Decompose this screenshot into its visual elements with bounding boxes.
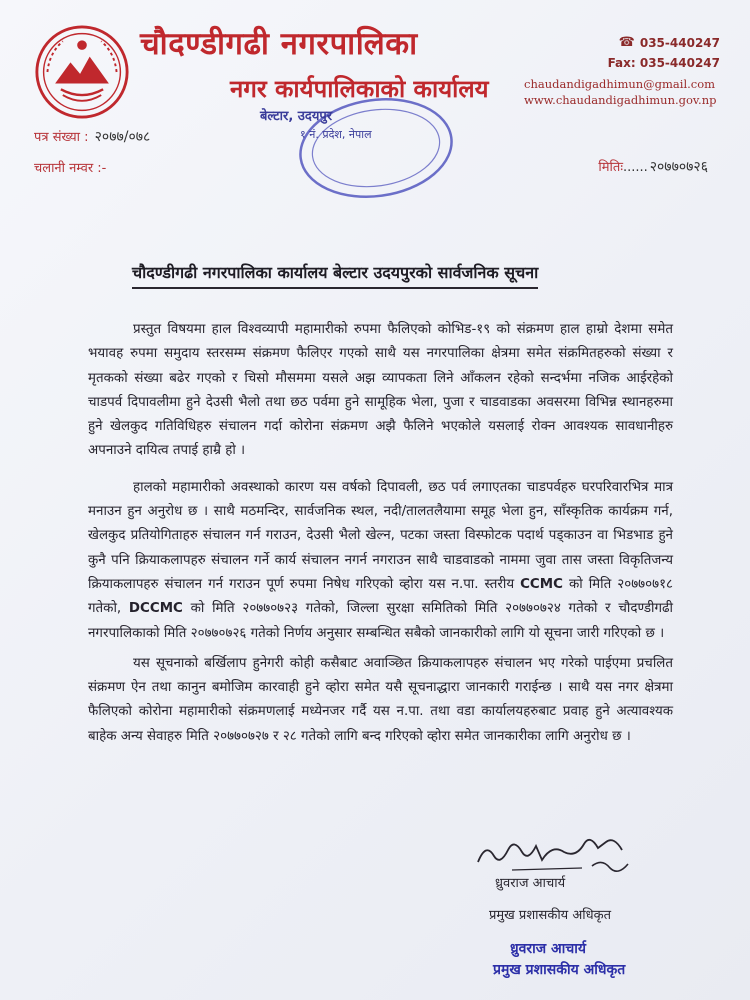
paragraph-2-text-a: हालको महामारीको अवस्थाको कारण यस वर्षको दिपावली, छठ पर्व लगाएतका चाडपर्वहरु घरपरिवारभित्र मात्र मनाउन हुन अनुरोध छ । साथै मठमन्दिर, सार्वजनिक स्थल, नदी/तालतलैयामा समूह भेला हुन, साँस्कृतिक कार्यक्रम गर्न, खेलकुद प्रतियोगिताहरु संचालन गर्न गराउन, देउसी भैलो खेल्न, पटका जस्ता विस्फोटक पदार्थ पड्काउन वा भिडभाड हुने कुनै पनि क्रियाकलापहरु संचालन गर्ने कार्य संचालन नगर्न नगराउन साथै चाडवाडको नाममा जुवा तास जस्ता विकृतिजन्य क्रियाकलापहरु संचालन गर्न गराउन पूर्ण रुपमा निषेध गरिएको व्होरा यस न.पा. स्तरीय	[88, 479, 673, 592]
signatory-name: ध्रुवराज आचार्य	[495, 876, 566, 891]
fax-number: Fax: 035-440247	[607, 56, 720, 70]
stamp-location: बेल्टार, उदयपुर	[260, 109, 333, 124]
telephone-icon: ☎	[618, 35, 635, 50]
notice-heading: चौदण्डीगढी नगरपालिका कार्यालय बेल्टार उदयपुरको सार्वजनिक सूचना	[132, 261, 538, 289]
paragraph-1-text: प्रस्तुत विषयमा हाल विश्वव्यापी महामारीको रुपमा फैलिएको कोभिड-१९ को संक्रमण हाल हाम्रो देशमा समेत भयावह रुपमा समुदाय स्तरसम्म संक्रमण फैलिएर गएको साथै यस नगरपालिका क्षेत्रमा समेत संक्रमितहरुको संख्या र मृतकको संख्या बढेर गएको र चिसो मौसममा यसले अझ व्यापकता लिने आँकलन रहेको सन्दर्भमा नजिक आईरहेको चाडपर्व दिपावलीमा हुने देउसी भैलो तथा छठ पर्वमा हुने सामूहिक भेला, पुजा र चाडवाडका अवसरमा विभिन्न स्थानहरुमा हुने खेलकुद गतिविधिहरु संचालन गर्दा कोरोना संक्रमण अझै फैलिने भएकोले यसलाई रोक्न आवश्यक सावधानीहरु अपनाउने दायित्व तपाई हाम्रै हो ।	[88, 322, 673, 459]
municipality-emblem-icon	[34, 24, 130, 120]
office-stamp	[290, 85, 463, 210]
email-address: chaudandigadhimun@gmail.com	[524, 77, 716, 91]
chalani-label: चलानी नम्वर :-	[34, 161, 107, 176]
paragraph-1	[88, 318, 673, 464]
patra-value: २०७७/०७८	[94, 129, 151, 145]
phone-number: 035-440247	[639, 36, 720, 50]
paragraph-2-text-c: को मिति २०७७०७२३ गतेको, जिल्ला सुरक्षा समितिको मिति २०७७०७२४ गतेको र चौदण्डीगढी नगरपालिकाको मिति २०७७०७२६ गतेको निर्णय अनुसार सम्बन्धित सबैको जानकारीको लागि यो सूचना जारी गरिएको छ ।	[88, 601, 674, 641]
paragraph-2-text-b: को मिति २०७७०७१८ गतेको,	[88, 576, 673, 617]
municipality-name: चौदण्डीगढी नगरपालिका	[140, 26, 418, 62]
name-stamp: ध्रुवराज आचार्य	[510, 941, 586, 957]
date-row	[598, 157, 708, 176]
signatory-title: प्रमुख प्रशासकीय अधिकृत	[489, 908, 612, 923]
patra-label: पत्र संख्या :	[34, 130, 89, 145]
paragraph-3-text: यस सूचनाको बर्खिलाप हुनेगरी कोही कसैबाट अवाञ्छित क्रियाकलापहरु संचालन भए गरेको पाईएमा प्रचलित संक्रमण ऐन तथा कानुन बमोजिम कारवाही हुने व्होरा समेत यसै सूचनाद्धारा जानकारी गराईन्छ । साथै यस नगर क्षेत्रमा फैलिएको कोरोना महामारीको संक्रमणलाई मध्येनजर गर्दै यस न.पा. तथा वडा कार्यालयहरुबाट प्रवाह हुने अत्यावश्यक बाहेक अन्य सेवाहरु मिति २०७७०७२७ र २८ गतेको लागि बन्द गरिएको व्होरा समेत जानकारीका लागि अनुरोध छ ।	[88, 655, 673, 744]
website-url: www.chaudandigadhimun.gov.np	[524, 93, 717, 107]
paragraph-2	[88, 476, 673, 646]
web-contact	[524, 76, 716, 108]
notice-body	[88, 318, 673, 749]
date-value: २०७७०७२६	[649, 159, 708, 175]
ccmc-label: CCMC	[520, 576, 563, 592]
fax-line	[608, 53, 720, 73]
paragraph-3	[88, 652, 673, 749]
patra-sankhya-row	[34, 127, 150, 146]
date-dots: ......	[622, 160, 648, 175]
title-stamp: प्रमुख प्रशासकीय अधिकृत	[493, 962, 626, 978]
date-label: मितिः	[598, 160, 623, 175]
office-name: नगर कार्यपालिकाको कार्यालय	[230, 75, 489, 103]
chalani-row	[34, 158, 106, 176]
phone-line	[608, 33, 720, 53]
contact-block	[608, 33, 720, 73]
dccmc-label: DCCMC	[128, 601, 183, 617]
stamp-province: १ नं. प्रदेश, नेपाल	[300, 128, 372, 141]
